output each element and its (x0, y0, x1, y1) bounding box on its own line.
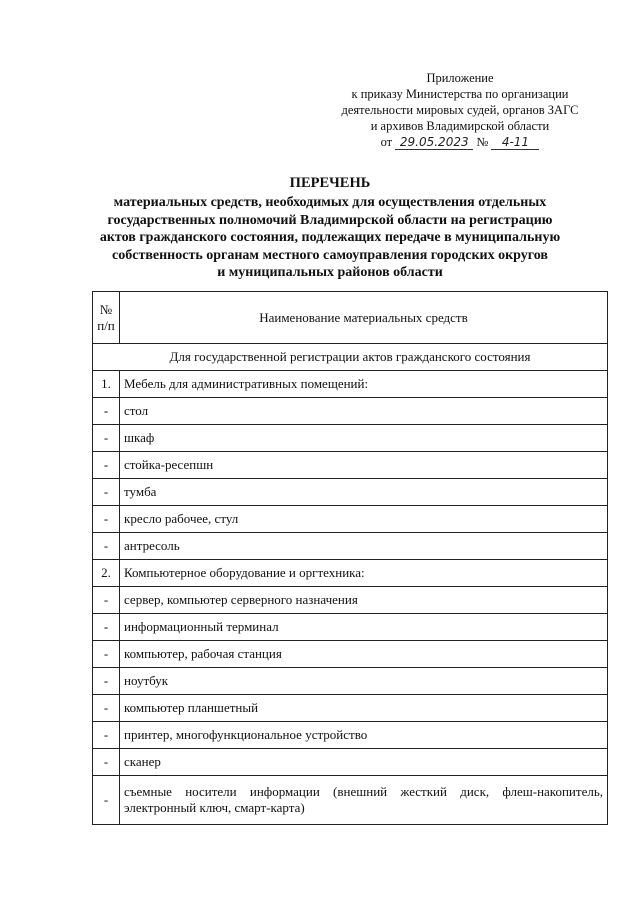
section-row (93, 344, 608, 371)
header-num-cell (93, 292, 120, 344)
from-label: от (380, 135, 393, 149)
subtitle-line: собственность органам местного самоуправления городских округов (112, 247, 548, 263)
table-row (93, 695, 608, 722)
section-title: Для государственной регистрации актов гражданского состояния (93, 344, 608, 371)
row-num: - (93, 479, 120, 506)
row-num: - (93, 641, 120, 668)
appendix-date-line (330, 134, 590, 150)
row-text: антресоль (120, 533, 608, 560)
number-label: № (476, 135, 489, 149)
row-text: Компьютерное оборудование и оргтехника: (120, 560, 608, 587)
header-name-cell: Наименование материальных средств (120, 292, 608, 344)
row-num: - (93, 668, 120, 695)
table-row (93, 425, 608, 452)
materials-table (92, 291, 608, 825)
table-row (93, 668, 608, 695)
row-num: 1. (93, 371, 120, 398)
document-title: ПЕРЕЧЕНЬ (289, 175, 371, 191)
row-text: Мебель для административных помещений: (120, 371, 608, 398)
subtitle-line: материальных средств, необходимых для осуществления отдельных (113, 195, 547, 210)
row-num: - (93, 776, 120, 825)
handwritten-date: 29.05.2023 (395, 135, 473, 150)
table-row (93, 479, 608, 506)
table-row (93, 506, 608, 533)
row-num: - (93, 398, 120, 425)
row-num: - (93, 425, 120, 452)
row-text: тумба (120, 479, 608, 506)
table-row (93, 722, 608, 749)
row-text: шкаф (120, 425, 608, 452)
row-num: - (93, 749, 120, 776)
row-num: - (93, 614, 120, 641)
subtitle-line: актов гражданского состояния, подлежащих передаче в муниципальную (99, 230, 561, 245)
header-num-abbr: п/п (97, 317, 115, 333)
table-row (93, 641, 608, 668)
row-text: сканер (120, 749, 608, 776)
appendix-order-line: к приказу Министерства по организации (351, 87, 569, 101)
table-row (93, 533, 608, 560)
row-text: компьютер, рабочая станция (120, 641, 608, 668)
table-row (93, 587, 608, 614)
table-row (93, 398, 608, 425)
handwritten-number: 4-11 (491, 135, 539, 150)
header-num-symbol: № (99, 301, 113, 317)
row-num: - (93, 533, 120, 560)
row-text: кресло рабочее, стул (120, 506, 608, 533)
row-text: сервер, компьютер серверного назначения (120, 587, 608, 614)
row-num: 2. (93, 560, 120, 587)
subtitle-line: государственных полномочий Владимирской области на регистрацию (107, 212, 553, 228)
appendix-block (330, 70, 590, 150)
table-row (93, 452, 608, 479)
table-row (93, 371, 608, 398)
row-text: принтер, многофункциональное устройство (120, 722, 608, 749)
table-row (93, 614, 608, 641)
appendix-ministry-line: деятельности мировых судей, органов ЗАГС (341, 103, 579, 117)
document-subtitle (60, 194, 600, 282)
row-text: компьютер планшетный (120, 695, 608, 722)
appendix-title: Приложение (426, 71, 494, 85)
appendix-archives-line: и архивов Владимирской области (370, 119, 550, 133)
row-text: стойка-ресепшн (120, 452, 608, 479)
row-num: - (93, 452, 120, 479)
row-text: съемные носители информации (внешний жесткий диск, флеш-накопитель, электронный ключ, смарт-карта) (120, 776, 608, 825)
row-num: - (93, 587, 120, 614)
table-row (93, 749, 608, 776)
row-text: информационный терминал (120, 614, 608, 641)
table-header-row (93, 292, 608, 344)
subtitle-line: и муниципальных районов области (217, 265, 443, 280)
table-row (93, 560, 608, 587)
row-text: ноутбук (120, 668, 608, 695)
table-row (93, 776, 608, 825)
row-num: - (93, 506, 120, 533)
row-num: - (93, 695, 120, 722)
row-num: - (93, 722, 120, 749)
row-text: стол (120, 398, 608, 425)
